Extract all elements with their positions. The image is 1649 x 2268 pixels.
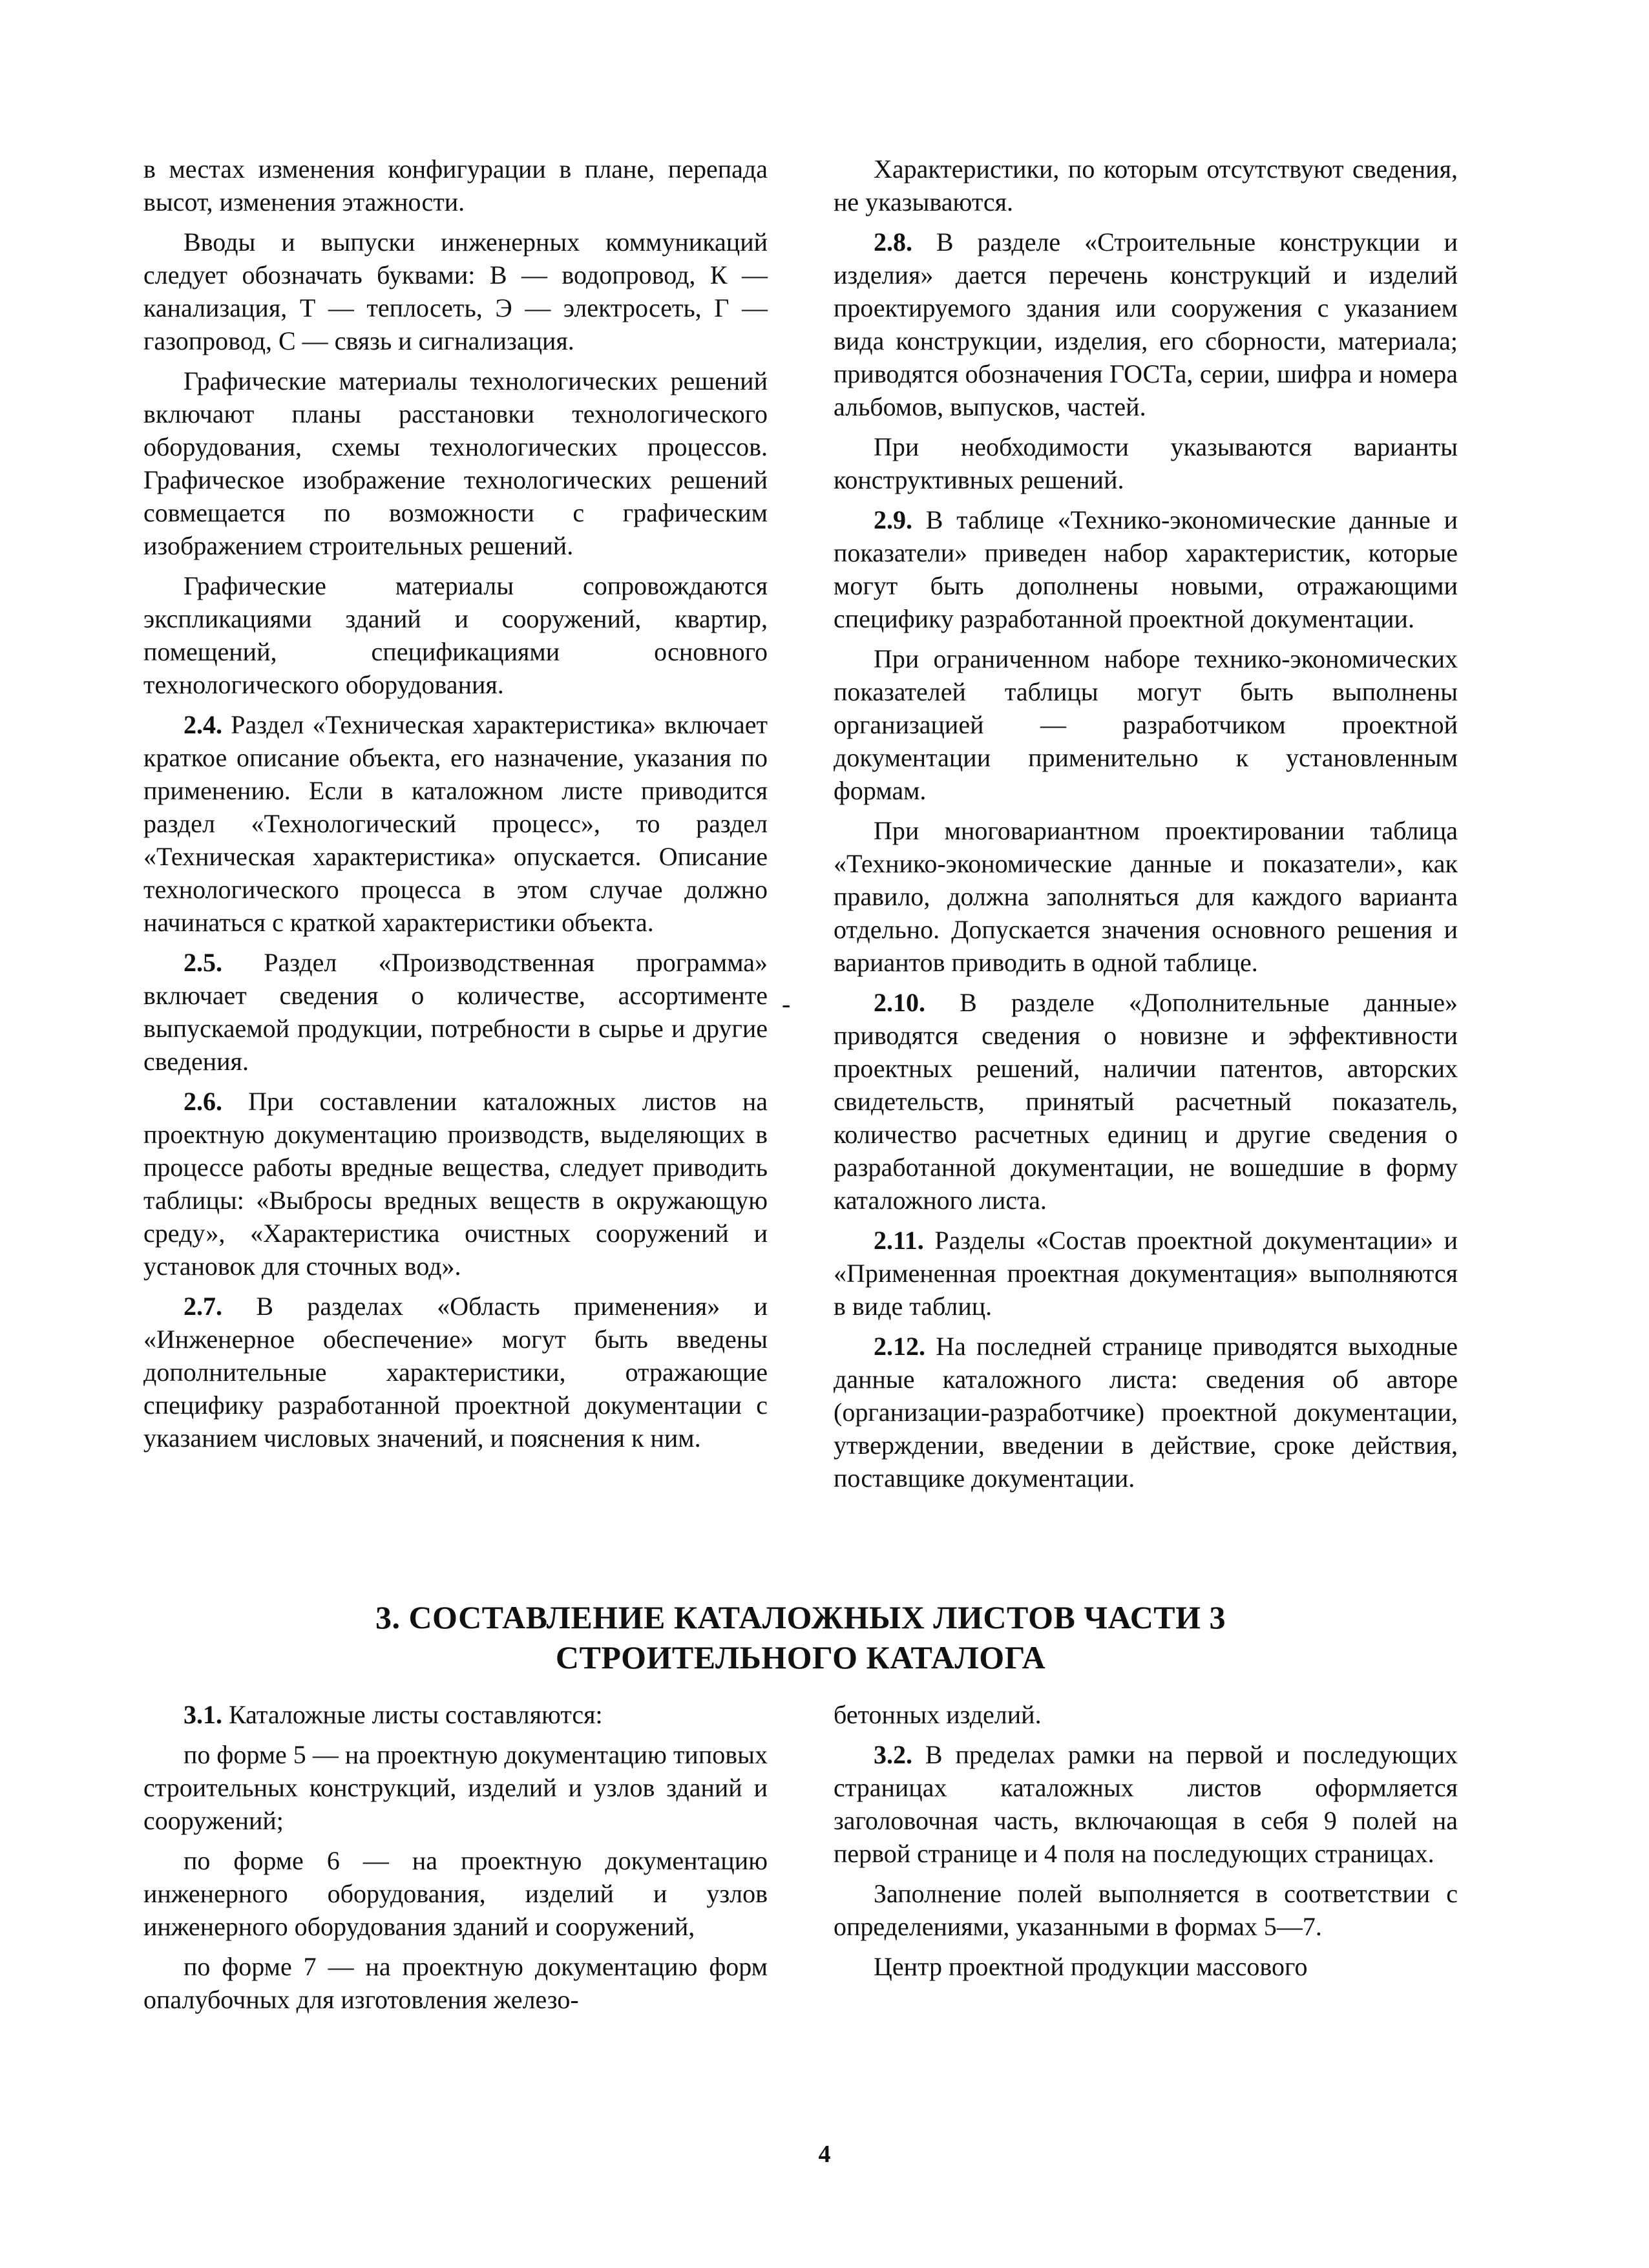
paragraph-text: В разделах «Область применения» и «Инженерное обеспечение» могут быть введены дополнительные характеристики, отражающие специфику разработанной проектной документации с указанием числовых значений, и пояснения к ним.	[143, 1292, 768, 1453]
paragraph	[143, 364, 768, 562]
paragraph	[143, 1698, 768, 1731]
paragraph	[143, 569, 768, 701]
paragraph-text: Вводы и выпуски инженерных коммуникаций следует обозначать буквами: В — водопровод, К — канализация, Т — теплосеть, Э — электросеть, Г — газопровод, С — связь и сигнализация.	[143, 227, 768, 355]
clause-number: 2.9.	[874, 505, 912, 534]
paragraph-text: Заполнение полей выполняется в соответствии с определениями, указанными в формах 5—7.	[834, 1879, 1458, 1941]
paragraph-text: При составлении каталожных листов на проектную документацию производств, выделяющих в процессе работы вредные вещества, следует приводить таблицы: «Выбросы вредных веществ в окружающую среду», «Характеристика очистных сооружений и установок для сточных вод».	[143, 1087, 768, 1281]
paragraph	[143, 708, 768, 939]
paragraph	[834, 1950, 1458, 1983]
paragraph-text: Раздел «Техническая характеристика» включает краткое описание объекта, его назначение, указания по применению. Если в каталожном листе приводится раздел «Технологический процесс», то раздел «Техническая характеристика» опускается. Описание технологического процесса в этом случае должно начинаться с краткой характеристики объекта.	[143, 710, 768, 937]
page-number: 4	[818, 2141, 831, 2168]
stray-dash-mark: -	[782, 989, 791, 1018]
paragraph	[834, 986, 1458, 1217]
paragraph	[143, 1738, 768, 1837]
paragraph-text: в местах изменения конфигурации в плане, перепада высот, изменения этажности.	[143, 154, 768, 216]
paragraph-text: Графические материалы технологических решений включают планы расстановки технологического оборудования, схемы технологических процессов. Графическое изображение технологических решений совмещается по возможности с графическим изображением строительных решений.	[143, 366, 768, 560]
paragraph-text: по форме 5 — на проектную документацию типовых строительных конструкций, изделий и узлов зданий и сооружений;	[143, 1740, 768, 1835]
section-3-heading	[143, 1597, 1458, 1677]
clause-number: 2.7.	[184, 1292, 222, 1321]
paragraph-text: В разделе «Дополнительные данные» приводятся сведения о новизне и эффективности проектных решений, наличии патентов, авторских свидетельств, принятый расчетный показатель, количество расчетных единиц и другие сведения о разработанной документации, не вошедшие в форму каталожного листа.	[834, 988, 1458, 1215]
paragraph	[834, 1224, 1458, 1323]
paragraph-text: по форме 6 — на проектную документацию инженерного оборудования, изделий и узлов инженерного оборудования зданий и сооружений,	[143, 1846, 768, 1941]
clause-number: 2.8.	[874, 227, 912, 257]
paragraph	[143, 226, 768, 357]
section-3-heading-line-2: СТРОИТЕЛЬНОГО КАТАЛОГА	[555, 1639, 1046, 1675]
paragraph	[834, 642, 1458, 807]
paragraph	[834, 1877, 1458, 1943]
paragraph	[834, 503, 1458, 635]
paragraph	[834, 430, 1458, 496]
paragraph-text: В таблице «Технико-экономические данные и показатели» приведен набор характеристик, которые могут быть дополнены новыми, отражающими специфику разработанной проектной документации.	[834, 505, 1458, 633]
paragraph-text: При ограниченном наборе технико-экономических показателей таблицы могут быть выполнены организацией — разработчиком проектной документации применительно к установленным формам.	[834, 644, 1458, 805]
clause-number: 3.2.	[874, 1740, 912, 1769]
section-3-heading-line-1: 3. СОСТАВЛЕНИЕ КАТАЛОЖНЫХ ЛИСТОВ ЧАСТИ 3	[375, 1599, 1226, 1635]
paragraph-text: Каталожные листы составляются:	[222, 1700, 603, 1729]
paragraph-text: На последней странице приводятся выходные данные каталожного листа: сведения об авторе (организации-разработчике) проектной документации, утверждении, введении в действие, сроке действия, поставщике документации.	[834, 1332, 1458, 1493]
paragraph	[143, 1844, 768, 1943]
paragraph-text: При необходимости указываются варианты конструктивных решений.	[834, 432, 1458, 494]
paragraph-text: бетонных изделий.	[834, 1700, 1042, 1729]
clause-number: 2.11.	[874, 1226, 924, 1255]
paragraph	[143, 1085, 768, 1283]
paragraph	[143, 946, 768, 1078]
clause-number: 2.6.	[184, 1087, 222, 1116]
paragraph-text: Характеристики, по которым отсутствуют сведения, не указываются.	[834, 154, 1458, 216]
paragraph	[143, 1290, 768, 1454]
paragraph-text: Графические материалы сопровождаются экспликациями зданий и сооружений, квартир, помещений, спецификациями основного технологического оборудования.	[143, 571, 768, 699]
paragraph	[834, 1698, 1458, 1731]
paragraph	[834, 1738, 1458, 1870]
paragraph	[143, 152, 768, 218]
bottom-left-column	[143, 1698, 768, 2016]
paragraph-text: Раздел «Производственная программа» включает сведения о количестве, ассортименте выпускаемой продукции, потребности в сырье и другие сведения.	[143, 948, 768, 1076]
paragraph-text: Центр проектной продукции массового	[874, 1952, 1308, 1981]
paragraph	[834, 226, 1458, 423]
paragraph	[834, 814, 1458, 979]
paragraph-text: В разделе «Строительные конструкции и изделия» дается перечень конструкций и изделий проектируемого здания или сооружения с указанием вида конструкции, изделия, его сборности, материала; приводятся обозначения ГОСТа, серии, шифра и номера альбомов, выпусков, частей.	[834, 227, 1458, 421]
paragraph	[834, 1330, 1458, 1495]
top-left-column	[143, 152, 768, 1454]
paragraph-text: Разделы «Состав проектной документации» и «Примененная проектная документация» выполняются в виде таблиц.	[834, 1226, 1458, 1321]
clause-number: 2.4.	[184, 710, 222, 739]
clause-number: 3.1.	[184, 1700, 222, 1729]
paragraph	[143, 1950, 768, 2016]
paragraph-text: При многовариантном проектировании таблица «Технико-экономические данные и показатели», как правило, должна заполняться для каждого варианта отдельно. Допускается значения основного решения и вариантов приводить в одной таблице.	[834, 816, 1458, 977]
paragraph-text: по форме 7 — на проектную документацию форм опалубочных для изготовления железо-	[143, 1952, 768, 2014]
clause-number: 2.10.	[874, 988, 925, 1017]
clause-number: 2.5.	[184, 948, 222, 977]
paragraph	[834, 152, 1458, 218]
bottom-right-column	[834, 1698, 1458, 1983]
paragraph-text: В пределах рамки на первой и последующих страницах каталожных листов оформляется заголовочная часть, включающая в себя 9 полей на первой странице и 4 поля на последующих страницах.	[834, 1740, 1458, 1868]
top-right-column	[834, 152, 1458, 1495]
clause-number: 2.12.	[874, 1332, 925, 1361]
